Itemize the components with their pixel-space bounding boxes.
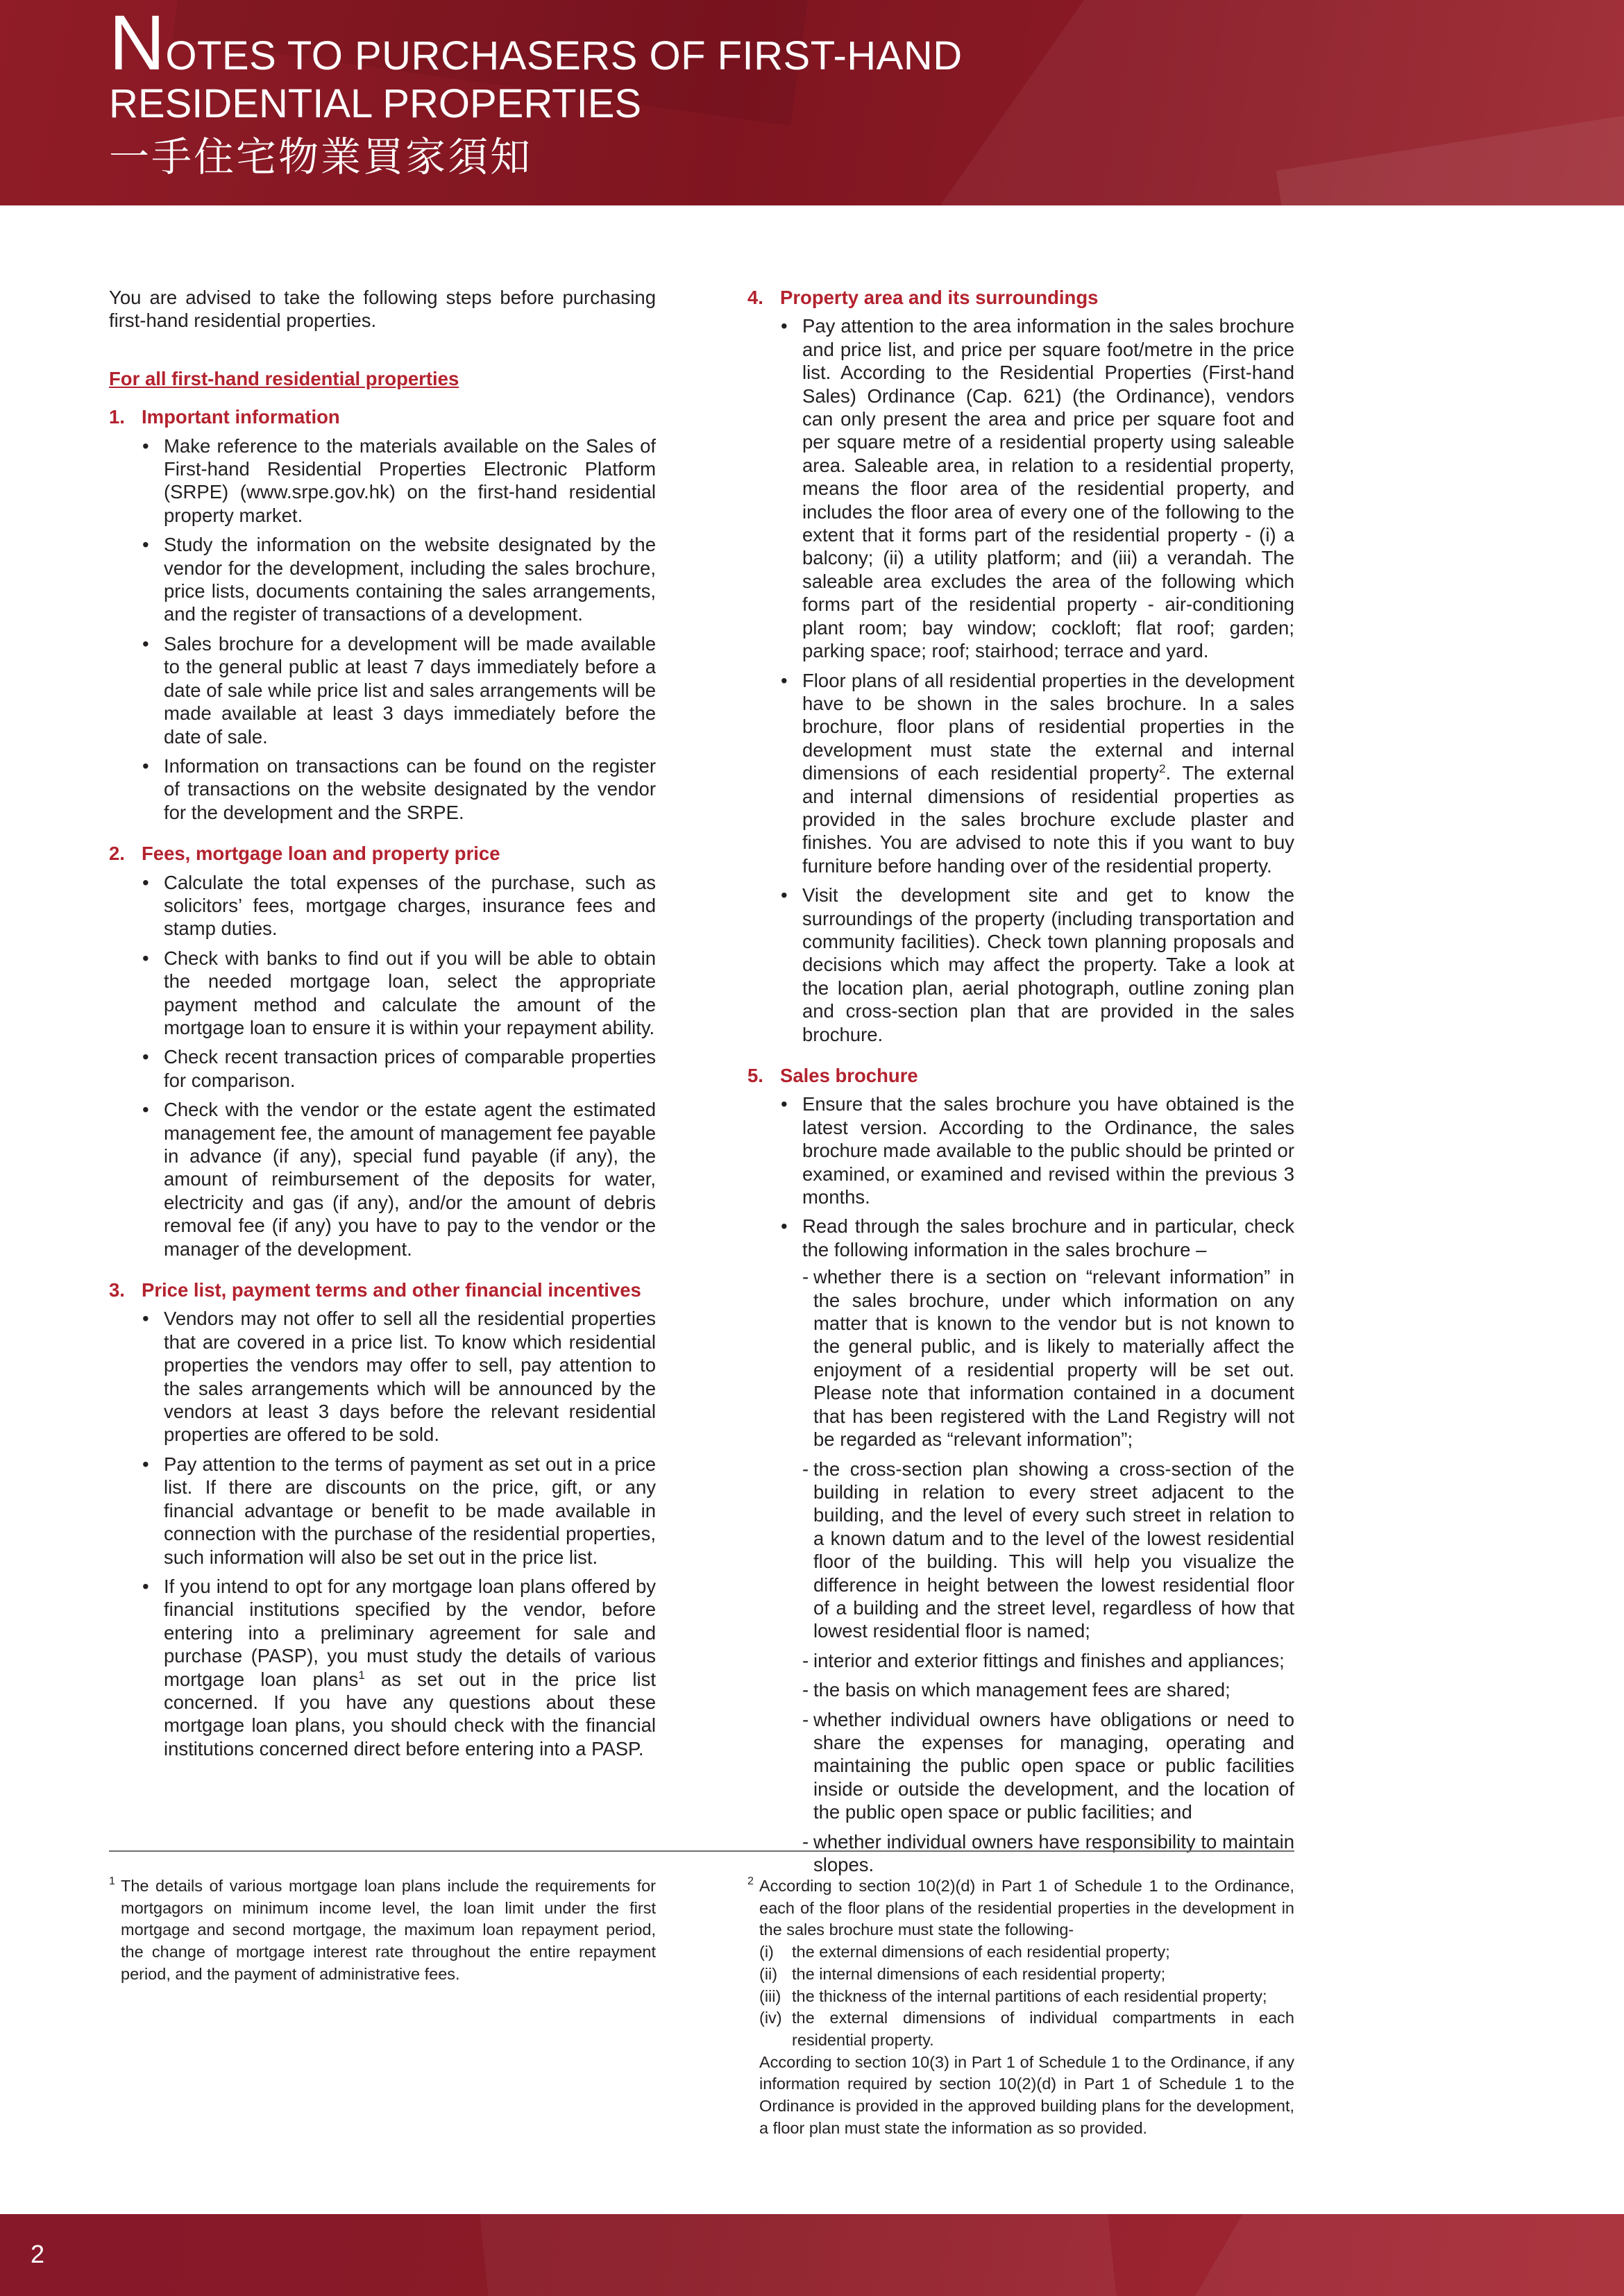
section-2-heading: 2. Fees, mortgage loan and property price bbox=[109, 843, 500, 865]
section-4-heading: 4. Property area and its surroundings bbox=[747, 287, 1099, 308]
list-item: • Visit the development site and get to know the surroundings of the property (including transportation and community facilities). Check town planning proposals and decisions which may affect the property. Take a look at the location plan, aerial photograph, outline zoning plan and cross-section plan that are provided in the sales brochure. bbox=[781, 884, 1294, 1045]
footnote-1 bbox=[109, 1875, 656, 1986]
list-item: • Calculate the total expenses of the purchase, such as solicitors’ fees, mortgage charges, insurance fees and stamp duties. bbox=[142, 871, 656, 940]
bullet-icon: • bbox=[781, 1215, 788, 1238]
list-item: • Pay attention to the terms of payment as set out in a price list. If there are discounts on the price, gift, or any financial advantage or benefit to be made available in connection with the purchase of the residential properties, such information will also be set out in the price list. bbox=[142, 1453, 656, 1568]
list-item: - interior and exterior fittings and finishes and appliances; bbox=[802, 1649, 1285, 1671]
footnote-2-outro: According to section 10(3) in Part 1 of Schedule 1 to the Ordinance, if any information required by section 10(2)(d) in Part 1 of Schedule 1 to the Ordinance is provided in the approved building plans for the development, a floor plan must state the information as so provided. bbox=[759, 2052, 1294, 2137]
dash-icon: - bbox=[802, 1830, 809, 1852]
bullet-icon: • bbox=[781, 1093, 788, 1115]
footnote-2-item: (iii) the thickness of the internal partitions of each residential property; bbox=[759, 1986, 1267, 2005]
section-3-list bbox=[109, 1307, 656, 1760]
list-item: • Check with the vendor or the estate agent the estimated management fee, the amount of management fee payable in advance (if any), special fund payable (if any), the amount of reimbursement of the deposits for water, electricity and gas (if any), and/or the amount of debris removal fee (if any) you have to pay to the vendor or the manager of the development. bbox=[142, 1099, 656, 1260]
bullet-icon: • bbox=[142, 1046, 149, 1068]
list-item: - the basis on which management fees are shared; bbox=[802, 1679, 1230, 1701]
bullet-icon: • bbox=[142, 1099, 149, 1121]
section-1-heading: 1. Important information bbox=[109, 406, 340, 428]
page-title bbox=[109, 0, 963, 185]
left-column bbox=[109, 286, 656, 1778]
list-item: • Pay attention to the area information in the sales brochure and price list, and price per square foot/metre in the price list. According to the Residential Properties (First-hand Sales) Ordinance (Cap. 621) (the Ordinance), vendors can only present the area and price per square foot and per square metre of a residential property using saleable area. Saleable area, in relation to a residential property, means the floor area of the residential property, and includes the floor area of every one of the following to the extent that it forms part of the residential property - (i) a balcony; (ii) a utility platform; and (iii) a verandah. The saleable area excludes the area of the following which forms part of the residential property - air-conditioning plant room; bay window; cockloft; flat roof; garden; parking space; roof; stairhood; terrace and yard. bbox=[781, 315, 1294, 662]
right-column bbox=[747, 286, 1294, 1894]
header-banner bbox=[0, 0, 1624, 205]
list-item: • Information on transactions can be found on the register of transactions on the website designated by the vendor for the development and the SRPE. bbox=[142, 754, 656, 823]
bullet-icon: • bbox=[781, 884, 788, 906]
footnote-divider bbox=[109, 1850, 1294, 1852]
bullet-icon: • bbox=[142, 947, 149, 969]
list-item: • Read through the sales brochure and in particular, check the following information in the sales brochure – - whether there is a section on “relevant information” in the sales brochure, under which information on any matter that is known to the vendor but is not known to the general public, and is likely to materially affect the enjoyment of a residential property will be set out. Please note that information contained in a document that has been registered with the Land Registry will not be regarded as “relevant information”; - the cross-section plan showing a cross-section of the building in relation to every street adjacent to the building, and the level of every such street in relation to a known datum and to the level of the lowest residential floor of the building. This will help you visualize the difference in height between the lowest residential floor of a building and the street level, regardless of how that lowest residential floor is named; - interior and exterior fittings and finishes and appliances; - the basis on which management fees are shared; - whether individual owners have obligations or need to share the expenses for managing, operating and maintaining the public open space or public facilities inside or outside the development, and the location of the public open space or public facilities; and - whether individual owners have responsibility to maintain slopes. bbox=[781, 1215, 1294, 1875]
list-item: • Make reference to the materials available on the Sales of First-hand Residential Properties Electronic Platform (SRPE) (www.srpe.gov.hk) on the first-hand residential property market. bbox=[142, 434, 656, 526]
page-number: 2 bbox=[31, 2240, 45, 2268]
list-item: • Floor plans of all residential properties in the development have to be shown in the sales brochure. In a sales brochure, floor plans of residential properties in the development must state the external and internal dimensions of each residential property$^2$. The external and internal dimensions of residential properties as provided in the sales brochure exclude plaster and finishes. You are advised to note this if you want to buy furniture before handing over of the residential property. bbox=[781, 669, 1294, 877]
footnote-ref-1: 1 bbox=[358, 1668, 365, 1682]
dash-icon: - bbox=[802, 1266, 809, 1288]
list-item: - whether individual owners have responsibility to maintain slopes. bbox=[802, 1830, 1294, 1875]
footnote-ref-2: 2 bbox=[1159, 761, 1166, 775]
list-item: • Check recent transaction prices of comparable properties for comparison. bbox=[142, 1046, 656, 1091]
footnote-2-item: (iv) the external dimensions of individual compartments in each residential property. bbox=[759, 2009, 1294, 2049]
footnote-2-mark: 2 bbox=[747, 1875, 754, 1887]
list-item: • Ensure that the sales brochure you have obtained is the latest version. According to the Ordinance, the sales brochure made available to the public should be printed or examined, or examined and revised within the previous 3 months. bbox=[781, 1093, 1294, 1208]
bullet-icon: • bbox=[142, 1575, 149, 1597]
section-2-list bbox=[109, 871, 656, 1261]
bullet-icon: • bbox=[142, 434, 149, 457]
dash-icon: - bbox=[802, 1649, 809, 1671]
section-5-heading: 5. Sales brochure bbox=[747, 1065, 918, 1086]
title-chinese: 一手住宅物業買家須知 bbox=[109, 133, 533, 180]
bullet-icon: • bbox=[142, 871, 149, 893]
dash-icon: - bbox=[802, 1679, 809, 1701]
title-english-line-2: RESIDENTIAL PROPERTIES bbox=[109, 81, 642, 126]
list-item: • If you intend to opt for any mortgage loan plans offered by financial institutions specified by the vendor, before entering into a preliminary agreement for sale and purchase (PASP), you must study the details of various mortgage loan plans$^1$ as set out in the price list concerned. If you have any questions about these mortgage loan plans, you should check with the financial institutions concerned direct before entering into a PASP. bbox=[142, 1575, 656, 1759]
bullet-icon: • bbox=[142, 632, 149, 655]
bullet-icon: • bbox=[142, 534, 149, 556]
intro-paragraph: You are advised to take the following steps before purchasing first-hand residential properties. bbox=[109, 287, 656, 332]
dash-icon: - bbox=[802, 1708, 809, 1730]
footer-banner bbox=[0, 2214, 1624, 2296]
footnote-1-mark: 1 bbox=[109, 1875, 115, 1887]
bullet-icon: • bbox=[781, 669, 788, 691]
dash-icon: - bbox=[802, 1458, 809, 1480]
sales-brochure-checklist bbox=[802, 1265, 1294, 1876]
list-item: - whether there is a section on “relevant information” in the sales brochure, under which information on any matter that is known to the vendor but is not known to the general public, and is likely to materially affect the enjoyment of a residential property will be set out. Please note that information contained in a document that has been registered with the Land Registry will not be regarded as “relevant information”; bbox=[802, 1266, 1294, 1451]
footnote-2 bbox=[747, 1875, 1294, 2139]
footnote-2-intro: According to section 10(2)(d) in Part 1 of Schedule 1 to the Ordinance, each of the floor plans of the residential properties in the development in the sales brochure must state the following- bbox=[759, 1877, 1294, 1939]
bullet-icon: • bbox=[781, 315, 788, 337]
list-item: • Check with banks to find out if you will be able to obtain the needed mortgage loan, select the appropriate payment method and calculate the amount of the mortgage loan to ensure it is within your repayment ability. bbox=[142, 947, 656, 1038]
section-3-heading: 3. Price list, payment terms and other financial incentives bbox=[109, 1279, 641, 1301]
list-item: - the cross-section plan showing a cross-section of the building in relation to every street adjacent to the building, and the level of every such street in relation to a known datum and to the level of the lowest residential floor of the building. This will help you visualize the difference in height between the lowest residential floor of a building and the street level, regardless of how that lowest residential floor is named; bbox=[802, 1458, 1294, 1642]
footnote-2-item: (i) the external dimensions of each residential property; bbox=[759, 1943, 1170, 1961]
section-5-list bbox=[747, 1092, 1294, 1876]
list-item: • Sales brochure for a development will be made available to the general public at least 7 days immediately before a date of sale while price list and sales arrangements will be made available at least 3 days immediately before the date of sale. bbox=[142, 632, 656, 748]
title-english-line-1: NOTES TO PURCHASERS OF FIRST-HAND bbox=[109, 0, 963, 86]
bullet-icon: • bbox=[142, 754, 149, 777]
footnote-1-text: The details of various mortgage loan plans include the requirements for mortgagors on minimum income level, the loan limit under the first mortgage and second mortgage, the maximum loan repayment period, the change of mortgage interest rate throughout the entire repayment period, and the payment of administrative fees. bbox=[121, 1877, 656, 1983]
banner-shape bbox=[1174, 2214, 1624, 2296]
banner-shape bbox=[479, 2214, 1117, 2296]
bullet-icon: • bbox=[142, 1453, 149, 1475]
bullet-icon: • bbox=[142, 1308, 149, 1330]
section-1-list bbox=[109, 434, 656, 825]
list-item: • Vendors may not offer to sell all the residential properties that are covered in a price list. To know which residential properties the vendors may offer to sell, pay attention to the sales arrangements which will be announced by the vendors at least 3 days before the relevant residential properties are offered to be sold. bbox=[142, 1308, 656, 1446]
list-item: • Study the information on the website designated by the vendor for the development, including the sales brochure, price lists, documents containing the sales arrangements, and the register of transactions of a development. bbox=[142, 534, 656, 625]
section-subhead: For all first-hand residential properties bbox=[109, 367, 459, 389]
list-item: - whether individual owners have obligations or need to share the expenses for managing, operating and maintaining the public open space or public facilities inside or outside the development, and the location of the public open space or public facilities; and bbox=[802, 1708, 1294, 1823]
footnote-2-item: (ii) the internal dimensions of each residential property; bbox=[759, 1964, 1166, 1983]
section-4-list bbox=[747, 314, 1294, 1046]
